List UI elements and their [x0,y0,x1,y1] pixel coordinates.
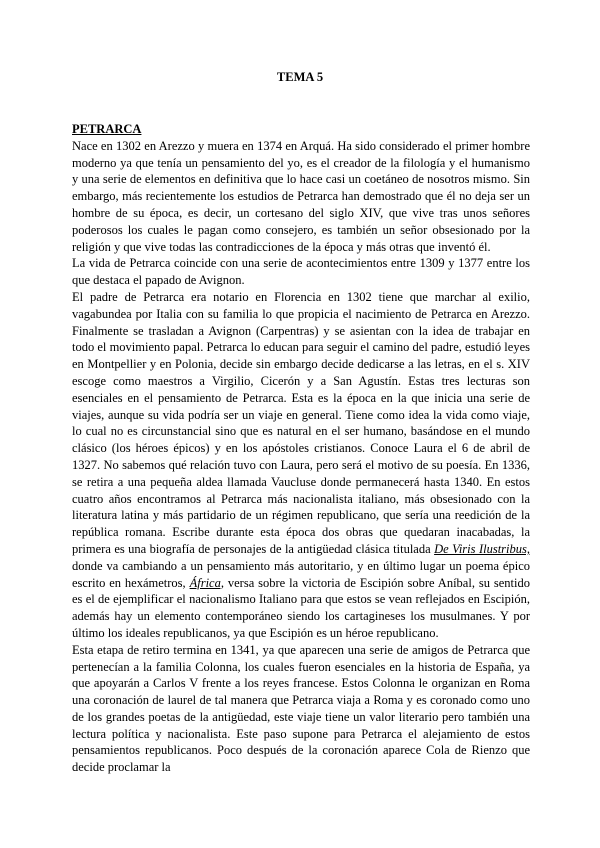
work-title-de-viris[interactable]: De Viris Ilustribus, [434,541,530,556]
document-body [72,121,530,776]
paragraph-text: versa sobre la victoria de Escipión sobre Aníbal, su sentido es el de ejemplificar el nacionalismo Italiano para que estos se vean reflejados en Escipión, además hay un elemento contemporáneo siendo los cartagineses los musulmanes. Y por último los ideales republicanos, ya que Escipión es un héroe republicano. [72,575,530,640]
paragraph-text: El padre de Petrarca era notario en Florencia en 1302 tiene que marchar al exilio, vagabundea por Italia con su familia lo que propicia el nacimiento de Petrarca en Arezzo. Finalmente se trasladan a Avignon (Carpentras) y se asientan con la idea de trabajar en todo el movimiento papal. Petrarca lo educan para seguir el camino del padre, estudió leyes en Montpellier y en Polonia, decide sin embargo decide dedicarse a las letras, en el s. XIV escoge como maestros a Virgilio, Cicerón y a San Agustín. Estas tres lecturas son esenciales en el pensamiento de Petrarca. Esta es la época en la que inicia una serie de viajes, aunque su vida podría ser un viaje en general. Tiene como idea la vida como viaje, lo cual no es circunstancial sino que es natural en el ser humano, basándose en el mundo clásico (los héroes épicos) y en los apóstoles cristianos. Conoce Laura el 6 de abril de 1327. No sabemos qué relación tuvo con Laura, pero será el motivo de su poesía. En 1336, se retira a una pequeña aldea llamada Vaucluse donde permanecerá hasta 1340. En estos cuatro años encontramos al Petrarca más nacionalista italiano, más obsesionado con la literatura latina y más partidario de un régimen republicano, que sería una reedición de la república romana. Escribe durante esta época dos obras que quedaran inacabadas, la primera es una biografía de personajes de la antigüedad clásica titulada [72,289,530,556]
paragraph-biography [72,289,530,642]
document-title: TEMA 5 [276,70,324,84]
paragraph-colonna: Esta etapa de retiro termina en 1341, ya que aparecen una serie de amigos de Petrarca que pertenecían a la familia Colonna, los cuales fueron esenciales en la historia de España, ya que apoyarán a Carlos V frente a los reyes francese. Estos Colonna le organizan en Roma una coronación de laurel de tal manera que Petrarca viaja a Roma y es coronado como uno de los grandes poetas de la antigüedad, este viaje tiene un valor literario pero también una lectura política y nacionalista. Este paso supone para Petrarca el alejamiento de estos pensamientos republicanos. Poco después de la coronación aparece Cola de Rienzo que decide proclamar la [72,642,530,775]
paragraph-text: donde va cambiando a un pensamiento más autoritario, y en último lugar un poema épico escrito en hexámetros, [72,558,530,590]
section-heading: PETRARCA [72,122,142,136]
paragraph-intro: Nace en 1302 en Arezzo y muera en 1374 en Arquá. Ha sido considerado el primer hombre moderno ya que tenía un pensamiento del yo, es el creador de la filología y el humanismo y una serie de elementos en definitiva que lo hace casi un coetáneo de nosotros mismo. Sin embargo, más recientemente los estudios de Petrarca han demostrado que él no deja ser un hombre de su época, es decir, un cortesano del siglo XIV, que vive tras unos señores poderosos los cuales le pagan como consejero, es también un señor obsesionado por la religión y que vive todas las contradicciones de la época y más otras que inventó él. [72,138,530,254]
paragraph-avignon: La vida de Petrarca coincide con una serie de acontecimientos entre 1309 y 1377 entre los que destaca el papado de Avignon. [72,256,530,288]
work-title-africa[interactable]: África, [189,575,224,590]
